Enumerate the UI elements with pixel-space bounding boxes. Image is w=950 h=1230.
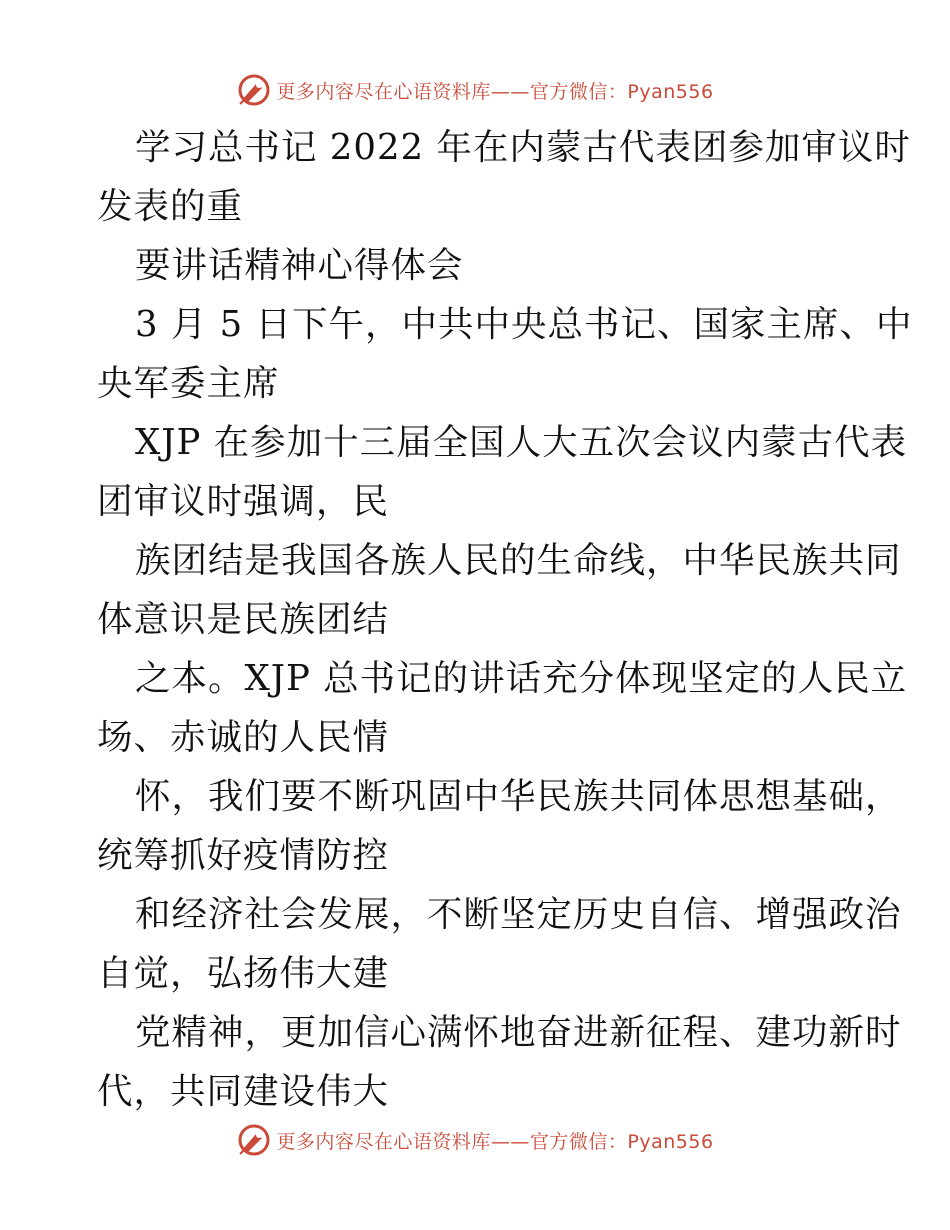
header-brand-line bbox=[276, 77, 713, 104]
footer-watermark bbox=[0, 1120, 950, 1160]
paragraph-7 bbox=[97, 767, 902, 885]
paragraph-line: 学习总书记 2022 年在内蒙古代表团参加审议时 bbox=[135, 127, 911, 168]
footer-brand-line bbox=[276, 1127, 713, 1154]
header-brand-text: 更多内容尽在心语资料库 bbox=[276, 80, 491, 103]
footer-brand-text: 更多内容尽在心语资料库 bbox=[276, 1130, 491, 1153]
paragraph-2 bbox=[97, 236, 867, 295]
header-watermark bbox=[0, 70, 950, 110]
paragraph-line: 体意识是民族团结 bbox=[97, 599, 390, 640]
header-separator: —— bbox=[490, 80, 530, 103]
pen-nib-logo-icon bbox=[236, 72, 272, 108]
paragraph-1 bbox=[97, 118, 911, 236]
paragraph-4 bbox=[97, 413, 908, 531]
paragraph-line: 3 月 5 日下午，中共中央总书记、国家主席、中 bbox=[135, 304, 913, 345]
paragraph-line: 要讲话精神心得体会 bbox=[135, 245, 464, 286]
paragraph-line: XJP 在参加十三届全国人大五次会议内蒙古代表 bbox=[135, 422, 908, 463]
header-contact: 官方微信：Pyan556 bbox=[529, 80, 714, 103]
paragraph-line: 团审议时强调，民 bbox=[97, 481, 390, 522]
paragraph-line: 发表的重 bbox=[97, 186, 244, 227]
paragraph-line: 央军委主席 bbox=[97, 363, 280, 404]
paragraph-5 bbox=[97, 531, 902, 649]
paragraph-line: 场、赤诚的人民情 bbox=[97, 717, 390, 758]
paragraph-8 bbox=[97, 885, 902, 1003]
paragraph-9 bbox=[97, 1003, 902, 1121]
paragraph-line: 自觉，弘扬伟大建 bbox=[97, 953, 390, 994]
footer-contact: 官方微信：Pyan556 bbox=[529, 1130, 714, 1153]
paragraph-line: 代，共同建设伟大 bbox=[97, 1071, 390, 1112]
paragraph-line: 怀，我们要不断巩固中华民族共同体思想基础， bbox=[135, 776, 902, 817]
document-body bbox=[97, 118, 913, 1121]
pen-nib-logo-icon bbox=[236, 1122, 272, 1158]
paragraph-line: 和经济社会发展，不断坚定历史自信、增强政治 bbox=[135, 894, 902, 935]
paragraph-line: 之本。XJP 总书记的讲话充分体现坚定的人民立 bbox=[135, 658, 908, 699]
paragraph-line: 党精神，更加信心满怀地奋进新征程、建功新时 bbox=[135, 1012, 902, 1053]
footer-separator: —— bbox=[490, 1130, 530, 1153]
paragraph-3 bbox=[97, 295, 913, 413]
paragraph-line: 族团结是我国各族人民的生命线，中华民族共同 bbox=[135, 540, 902, 581]
paragraph-6 bbox=[97, 649, 908, 767]
paragraph-line: 统筹抓好疫情防控 bbox=[97, 835, 390, 876]
